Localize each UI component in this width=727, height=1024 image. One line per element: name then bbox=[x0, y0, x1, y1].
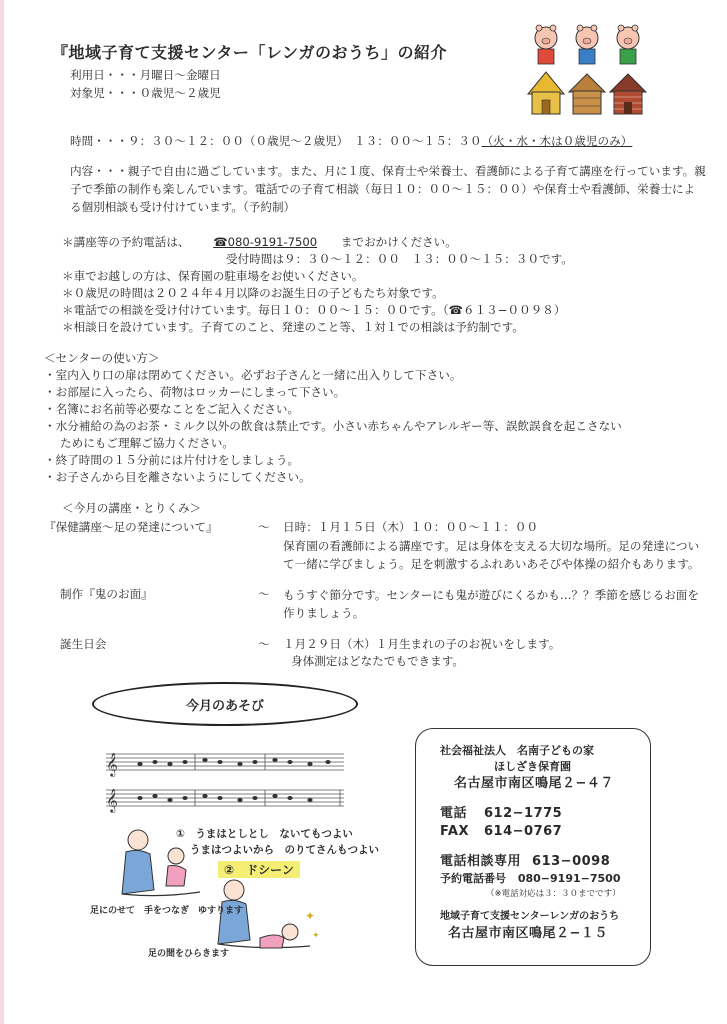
page-title: 『地域子育て支援センター「レンガのおうち」の紹介 bbox=[52, 43, 447, 62]
note-parking: ＊車でお越しの方は、保育園の駐車場をお使いください。 bbox=[62, 269, 364, 283]
pig-brick-house bbox=[610, 25, 646, 114]
contact-consult-label: 電話相談専用 bbox=[440, 854, 522, 869]
page-edge bbox=[0, 0, 4, 1024]
play-heading-oval bbox=[92, 682, 358, 726]
pig-straw-house bbox=[528, 25, 564, 114]
hours-text: 時間・・・９：３０〜１２：００（０歳児〜２歳児） １３：００〜１５：３０ bbox=[70, 134, 482, 148]
content-paragraph: 内容・・・親子で自由に過ごしています。また、月に１度、保育士や栄養士、看護師による子育て講座を行っています。親子で季節の制作も楽しんでいます。電話での子育て相談（毎日１０：００〜１５：００）や保育士や看護師、栄養士による個別相談も受け付けています。（予約制） bbox=[70, 164, 706, 214]
contact-reserve-row bbox=[440, 871, 636, 887]
contact-tel-label: 電話 bbox=[440, 806, 468, 821]
event-tilde: 〜 bbox=[258, 520, 270, 534]
event-name-birthday: 誕生日会 bbox=[60, 637, 107, 651]
event-desc-health: 保育園の看護師による講座です。足は身体を支える大切な場所。足の発達について一緒に学びましょう。足を刺激するふれあいあそびや体操の紹介もあります。 bbox=[283, 539, 700, 571]
note-phone-consult: ＊電話での相談を受け付けています。毎日１０：００〜１５：００です。（☎６１３−００９８） bbox=[62, 303, 566, 317]
target-ages: 対象児・・・０歳児〜２歳児 bbox=[70, 86, 221, 100]
hours-line bbox=[70, 133, 632, 150]
play-step-2: ② ドシーン bbox=[218, 861, 300, 878]
contact-fax-label: FAX bbox=[440, 824, 469, 839]
adult-child-figure-1 bbox=[122, 830, 200, 896]
usage-item: ・終了時間の１５分前には片付けをしましょう。 bbox=[44, 453, 300, 467]
contact-box bbox=[415, 728, 651, 966]
contact-reserve-note: （※電話対応は３：３０までです） bbox=[486, 889, 621, 899]
usage-item: ・室内入り口の扉は閉めてください。必ずお子さんと一緒に出入りして下さい。 bbox=[44, 368, 462, 382]
play-caption-1: 足にのせて 手をつなぎ ゆすります bbox=[90, 906, 244, 916]
usage-item: ・水分補給の為のお茶・ミルク以外の飲食は禁止です。小さい赤ちゃんやアレルギー等、誤飲誤食を起こさない bbox=[44, 419, 622, 433]
svg-text:✦: ✦ bbox=[305, 909, 316, 923]
pig-wood-house bbox=[569, 25, 605, 114]
contact-school: ほしざき保育園 bbox=[494, 760, 571, 773]
contact-org: 社会福祉法人 名南子どもの家 bbox=[440, 744, 594, 757]
play-caption-2: 足の間をひらきます bbox=[148, 949, 230, 959]
reserve-prefix: ＊講座等の予約電話は、 bbox=[62, 235, 190, 249]
event-desc-birthday-2: 身体測定はどなたでもできます。 bbox=[291, 654, 464, 668]
music-score bbox=[100, 740, 350, 820]
three-pigs-illustration bbox=[524, 22, 654, 118]
contact-consult-row bbox=[440, 853, 636, 871]
event-name-health: 『保健講座〜足の発達について』 bbox=[44, 520, 218, 534]
event-desc-craft: もうすぐ節分です。センターにも鬼が遊びにくるかも…？？季節を感じるお面を作りましょう。 bbox=[283, 588, 699, 620]
play-step-1: ① うまはとしとし ないてもつよい bbox=[176, 828, 353, 840]
contact-fax-row bbox=[440, 823, 636, 841]
play-step-1b: うまはつよいから のりてさんもつよい bbox=[190, 844, 379, 856]
contact-reserve-label: 予約電話番号 bbox=[440, 872, 506, 885]
staff-2 bbox=[106, 788, 344, 813]
reserve-line bbox=[62, 234, 457, 251]
reserve-phone: ☎080-9191-7500 bbox=[213, 235, 318, 249]
svg-text:𝄞: 𝄞 bbox=[106, 788, 118, 812]
reception-hours: 受付時間は９：３０〜１２：００ １３：００〜１５：３０です。 bbox=[226, 252, 573, 266]
usage-item-cont: ためにもご理解ご協力ください。 bbox=[60, 436, 234, 450]
contact-tel[interactable]: 612−1775 bbox=[484, 806, 563, 821]
note-consult-day: ＊相談日を設けています。子育てのこと、発達のこと等、１対１での相談は予約制です。 bbox=[62, 320, 524, 334]
contact-reserve[interactable]: 080−9191−7500 bbox=[517, 872, 621, 885]
contact-fax: 614−0767 bbox=[484, 824, 563, 839]
svg-text:✦: ✦ bbox=[312, 931, 320, 941]
event-name-craft: 制作『鬼のお面』 bbox=[60, 587, 153, 601]
contact-center-address: 名古屋市南区鳴尾２−１５ bbox=[448, 926, 608, 941]
contact-address: 名古屋市南区鳴尾２−４７ bbox=[454, 776, 614, 791]
note-zero-age: ＊０歳児の時間は２０２４年４月以降のお誕生日の子どもたち対象です。 bbox=[62, 286, 444, 300]
contact-tel-row bbox=[440, 805, 636, 823]
event-date-health: 日時：１月１５日（木）１０：００〜１１：００ bbox=[283, 520, 539, 534]
contact-consult[interactable]: 613−0098 bbox=[532, 854, 611, 869]
usage-item: ・お子さんから目を離さないようにしてください。 bbox=[44, 470, 311, 484]
play-heading: 今月のあそび bbox=[185, 698, 264, 714]
staff-1 bbox=[106, 752, 344, 777]
svg-text:𝄞: 𝄞 bbox=[106, 752, 118, 776]
usage-days: 利用日・・・月曜日〜金曜日 bbox=[70, 68, 221, 82]
event-tilde: 〜 bbox=[258, 637, 270, 651]
hours-note: （火・水・木は０歳児のみ） bbox=[481, 134, 633, 148]
event-tilde: 〜 bbox=[258, 587, 270, 601]
events-heading: ＜今月の講座・とりくみ＞ bbox=[62, 501, 202, 515]
usage-item: ・お部屋に入ったら、荷物はロッカーにしまって下さい。 bbox=[44, 385, 346, 399]
reserve-suffix: までおかけください。 bbox=[340, 235, 457, 249]
event-desc-birthday: １月２９日（木）１月生まれの子のお祝いをします。 bbox=[283, 637, 561, 651]
usage-item: ・名簿にお名前等必要なことをご記入ください。 bbox=[44, 402, 300, 416]
usage-heading: ＜センターの使い方＞ bbox=[44, 351, 160, 365]
contact-center: 地域子育て支援センターレンガのおうち bbox=[440, 911, 620, 922]
